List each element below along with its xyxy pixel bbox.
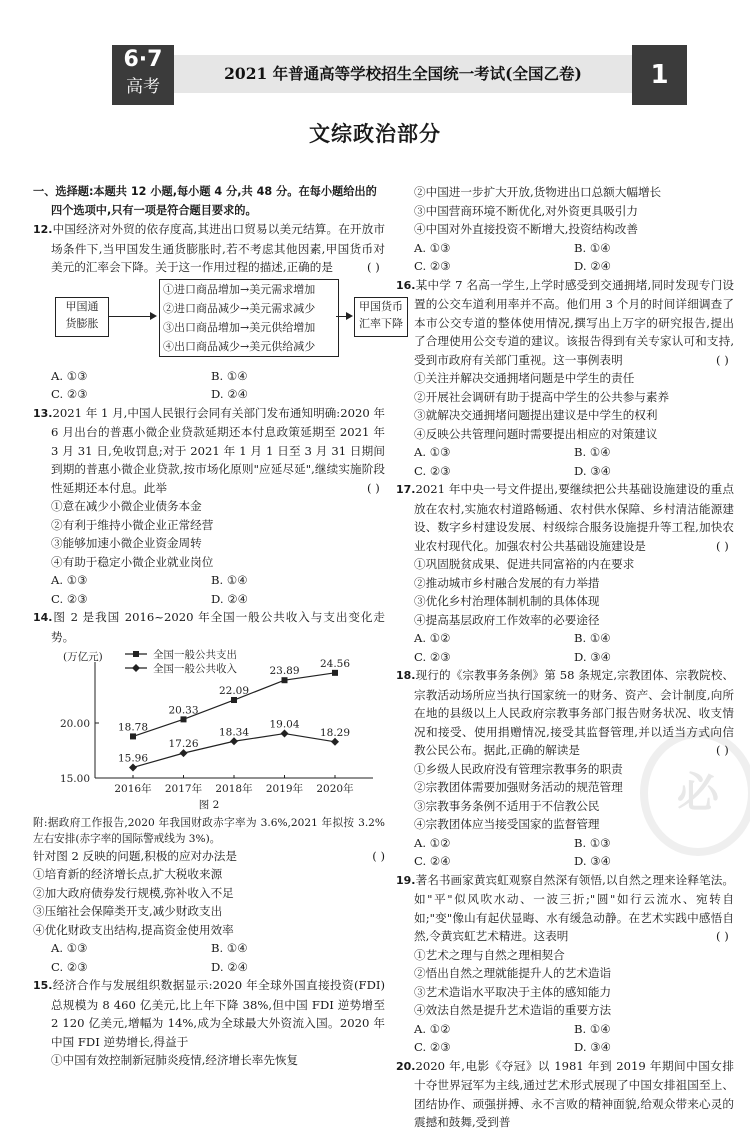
question-15-stem	[33, 976, 385, 1051]
q19-options-row	[396, 1020, 734, 1039]
option-a[interactable]: A. ①②	[414, 1021, 451, 1036]
flow-item: ①进口商品增加→美元需求增加	[163, 282, 316, 296]
option-c[interactable]: C. ②③	[51, 591, 88, 606]
question-14-text: 图 2 是我国 2016~2020 年全国一般公共收入与支出变化走势。	[51, 610, 385, 644]
option-c[interactable]: C. ②③	[414, 463, 451, 478]
question-18-stem: 18.现行的《宗教事务条例》第 58 条规定,宗教团体、宗教院校、宗教活动场所应当执行国家统一的财务、资产、会计制度,向所在地的县级以上人民政府宗教事务部门报告财务状况、收支情况和接受、使用捐赠情况,接受其监督管理,并以适当方式向信教公民公布。据此,正确的解读是 ( )	[396, 668, 734, 757]
question-14-number: 14.	[33, 611, 53, 624]
data-label: 23.89	[269, 665, 300, 678]
flow-left-line: 甲国通	[65, 299, 99, 313]
legend-entry: 全国一般公共收入	[153, 663, 237, 675]
question-16-number: 16.	[396, 278, 416, 292]
question-17-number: 17.	[396, 483, 416, 496]
flow-item: ③出口商品增加→美元供给增加	[163, 320, 316, 334]
option-a[interactable]: A. ①②	[414, 835, 451, 850]
flow-right-line: 汇率下降	[359, 316, 403, 330]
data-label: 15.96	[117, 752, 149, 765]
subject-title: 文综政治部分	[309, 122, 441, 146]
section-instructions: 一、选择题:本题共 12 小题,每小题 4 分,共 48 分。在每小题给出的四个选项中,只有一项是符合题目要求的。	[33, 185, 377, 217]
statement-item: ④宗教团体应当接受国家的监督管理	[414, 817, 600, 831]
expenditure-data-point	[332, 670, 338, 676]
question-19-text: 著名书画家黄宾虹观察自然深有领悟,以自然之理来诠释笔法。如"平"似风吹水动、一波三折;"圆"如行云流水、宛转自如;"变"像山有起伏显晦、水有缓急动静。在艺术实践中感悟自然,令黄宾虹艺术精进。这表明	[414, 872, 734, 943]
question-14-ask-text: 针对图 2 反映的问题,积极的应对办法是	[33, 848, 237, 863]
option-c[interactable]: C. ②③	[414, 649, 451, 664]
legend-square-marker	[133, 651, 139, 657]
revenue-data-point	[281, 730, 289, 738]
revenue-data-point	[331, 738, 339, 746]
question-18-text: 现行的《宗教事务条例》第 58 条规定,宗教团体、宗教院校、宗教活动场所应当执行国家统一的财务、资产、会计制度,向所在地的县级以上人民政府宗教事务部门报告财务状况、收支情况和接受、使用捐赠情况,接受其监督管理,并以适当方式向信教公民公布。据此,正确的解读是	[414, 668, 734, 757]
question-12-number: 12.	[33, 223, 53, 236]
arrowhead-icon	[150, 312, 157, 320]
figure-caption: 图 2	[198, 799, 220, 811]
statement-item: ②有利于维持小微企业正常经营	[51, 517, 214, 532]
q12-options-row	[33, 367, 385, 386]
figure-note: 附:据政府工作报告,2020 年我国财政赤字率为 3.6%,2021 年拟按 3.2%左右安排(赤字率的国际警戒线为 3%)。	[33, 816, 385, 845]
q16-options-row	[396, 443, 734, 462]
flow-item: ②进口商品减少→美元需求减少	[163, 301, 316, 315]
exam-title: 2021 年普通高等学校招生全国统一考试(全国乙卷)	[224, 64, 582, 83]
question-20-stem	[396, 1057, 734, 1132]
q17-options-row	[396, 648, 734, 667]
statement-item: ③宗教事务条例不适用于不信教公民	[414, 798, 600, 813]
right-column	[396, 183, 734, 1132]
x-tick-label: 2016年	[114, 783, 152, 795]
x-tick-label: 2020年	[316, 783, 354, 795]
question-13-text: 2021 年 1 月,中国人民银行会同有关部门发布通知明确:2020 年 6 月出台的普惠小微企业贷款延期还本付息政策延期至 2021 年 3 月 31 日,免收罚息;对于 2021 年 1 月 1 日至 3 月 31 日期间到期的普惠小微企业贷款,按市场化原则"应延尽延",继续实施阶段性延期还本付息。此举	[51, 405, 385, 495]
q15-options-row	[396, 239, 734, 258]
option-d[interactable]: D. ②④	[211, 591, 249, 606]
option-b[interactable]: B. ①④	[211, 368, 248, 383]
question-15-number: 15.	[33, 979, 53, 992]
statement-item: ②宗教团体需要加强财务活动的规范管理	[414, 780, 623, 794]
statement-item: ①艺术之理与自然之理相契合	[414, 947, 565, 962]
option-a[interactable]: A. ①③	[51, 368, 88, 383]
flow-middle-box	[159, 279, 339, 357]
question-13-stem: 13.2021 年 1 月,中国人民银行会同有关部门发布通知明确:2020 年 6 月出台的普惠小微企业贷款延期还本付息政策延期至 2021 年 3 月 31 日,免收罚息;对于 2021 年 1 月 1 日至 3 月 31 日期间到期的普惠小微企业贷款,按市场化原则"应延尽延",继续实施阶段性延期还本付息。此举 ( )	[33, 405, 385, 495]
option-d[interactable]: D. ③④	[574, 463, 612, 478]
option-b[interactable]: B. ①④	[211, 573, 248, 587]
question-15-text: 经济合作与发展组织数据显示:2020 年全球外国直接投资(FDI)总规模为 8 460 亿美元,比上年下降 38%,但中国 FDI 逆势增至 2 120 亿美元,增幅为 14%,成为全球最大外资流入国。2020 年中国 FDI 逆势增长,得益于	[51, 978, 385, 1049]
q14-options-row	[33, 939, 385, 958]
q17-options-row	[396, 629, 734, 648]
statement-item: ②开展社会调研有助于提高中学生的公共参与素养	[414, 389, 670, 404]
legend-diamond-marker	[132, 664, 140, 672]
option-d[interactable]: D. ②④	[211, 387, 249, 401]
statement-item: ④有助于稳定小微企业就业岗位	[51, 554, 214, 569]
option-a[interactable]: A. ①③	[51, 573, 88, 587]
statement-item: ③艺术造诣水平取决于主体的感知能力	[414, 984, 612, 999]
statement-item: ③能够加速小微企业资金周转	[51, 536, 202, 550]
option-d[interactable]: D. ③④	[574, 854, 612, 868]
expenditure-data-point	[231, 697, 237, 703]
flow-left-line: 货膨胀	[65, 316, 99, 330]
option-c[interactable]: C. ②④	[414, 854, 451, 868]
statement-item: ②加大政府债券发行规模,弥补收入不足	[33, 885, 234, 900]
data-label: 22.09	[218, 685, 250, 698]
question-14-stem	[33, 608, 385, 646]
q16-options-row	[396, 462, 734, 481]
legend-entry: 全国一般公共支出	[153, 649, 237, 661]
statement-item: ③压缩社会保障类开支,减少财政支出	[33, 904, 223, 918]
page-header	[112, 45, 687, 105]
option-a[interactable]: A. ①③	[414, 445, 451, 459]
question-16-stem: 16.某中学 7 名高一学生,上学时感受到交通拥堵,同时发现专门设置的公交车道利用率并不高。他们用 3 个月的时间详细调查了本市公交专道的整体使用情况,撰写出上万字的研究报告,提出了合理使用公交专道的建议。该报告得到有关专家认可和支持,受到市政府有关部门重视。这一事例表明 ( )	[396, 277, 734, 367]
brand-logo	[112, 45, 174, 105]
statement-item: ②推动城市乡村融合发展的有力举措	[414, 575, 600, 590]
statement-item: ④提高基层政府工作效率的必要途径	[414, 612, 600, 627]
data-label: 18.78	[117, 721, 149, 734]
question-19-stem: 19.著名书画家黄宾虹观察自然深有领悟,以自然之理来诠释笔法。如"平"似风吹水动、一波三折;"圆"如行云流水、宛转自如;"变"像山有起伏显晦、水有缓急动静。在艺术实践中感悟自然,令黄宾虹艺术精进。这表明 ( )	[396, 872, 734, 943]
flow-item: ④出口商品减少→美元供给减少	[163, 339, 316, 353]
arrowhead-icon	[346, 312, 353, 320]
option-c[interactable]: C. ②③	[51, 387, 88, 401]
q19-options-row	[396, 1038, 734, 1057]
question-12-text: 中国经济对外贸的依存度高,其进出口贸易以美元结算。在开放市场条件下,当甲国发生通货膨胀时,若不考虑其他因素,甲国货币对美元的汇率会下降。关于这一作用过程的描述,正确的是	[51, 222, 385, 274]
x-tick-label: 2019年	[265, 783, 304, 795]
expenditure-data-point	[282, 677, 288, 683]
question-20-text: 2020 年,电影《夺冠》以 1981 年到 2019 年期间中国女排十夺世界冠军为主线,通过艺术形式展现了中国女排祖国至上、团结协作、顽强拼搏、永不言败的精神面貌,给观众带来心灵的震撼和鼓舞,受到普	[414, 1058, 734, 1129]
option-d[interactable]: D. ②④	[574, 259, 612, 273]
statement-item: ②中国进一步扩大开放,货物进出口总额大幅增长	[414, 185, 662, 199]
statement-item: ①培育新的经济增长点,扩大税收来源	[33, 867, 223, 881]
x-tick-label: 2018年	[215, 783, 253, 795]
option-a[interactable]: A. ①②	[414, 631, 451, 645]
data-label: 18.29	[319, 726, 351, 739]
option-a[interactable]: A. ①③	[414, 240, 451, 255]
data-label: 24.56	[319, 657, 351, 670]
statement-item: ①意在减少小微企业债务本金	[51, 499, 202, 513]
q13-options-row	[33, 590, 385, 609]
q14-options-row	[33, 958, 385, 977]
question-17-stem: 17.2021 年中央一号文件提出,要继续把公共基础设施建设的重点放在农村,实施农村道路畅通、农村供水保障、乡村清洁能源建设、数字乡村建设发展、村级综合服务设施提升等工程,加快农业农村现代化。加强农村公共基础设施建设是 ( )	[396, 482, 734, 553]
revenue-data-point	[230, 737, 238, 745]
option-b[interactable]: B. ①④	[211, 941, 248, 955]
option-d[interactable]: D. ②④	[211, 959, 249, 974]
revenue-data-point	[129, 763, 137, 771]
flow-arrow	[108, 316, 152, 317]
y-tick-label: 20.00	[59, 718, 90, 730]
statement-item: ④优化财政支出结构,提高资金使用效率	[33, 922, 234, 937]
option-d[interactable]: D. ③④	[574, 649, 612, 664]
q12-options-row	[33, 385, 385, 404]
statement-item: ③优化乡村治理体制机制的具体体现	[414, 594, 600, 608]
answer-bracket: ( )	[372, 848, 385, 863]
flow-left-box	[55, 297, 109, 337]
question-19-number: 19.	[396, 873, 416, 887]
option-c[interactable]: C. ②③	[414, 1040, 451, 1054]
data-label: 18.34	[218, 726, 250, 739]
statement-item: ④反映公共管理问题时需要提出相应的对策建议	[414, 426, 658, 441]
watermark-seal: 必	[640, 730, 750, 856]
question-12-stem: 12.中国经济对外贸的依存度高,其进出口贸易以美元结算。在开放市场条件下,当甲国发生通货膨胀时,若不考虑其他因素,甲国货币对美元的汇率会下降。关于这一作用过程的描述,正确的是 ( )	[33, 222, 385, 274]
statement-item: ③就解决交通拥堵问题提出建议是中学生的权利	[414, 408, 658, 422]
option-c[interactable]: C. ②③	[51, 959, 88, 974]
q12-flow-diagram	[51, 279, 403, 365]
question-14-ask	[33, 847, 385, 866]
option-d[interactable]: D. ③④	[574, 1040, 612, 1054]
q18-options-row	[396, 834, 734, 853]
statement-item: ④效法自然是提升艺术造诣的重要方法	[414, 1003, 612, 1017]
question-13-number: 13.	[33, 406, 53, 420]
data-label: 20.33	[168, 704, 199, 717]
y-tick-label: 15.00	[59, 773, 90, 785]
data-label: 17.26	[168, 738, 199, 751]
q18-options-row	[396, 852, 734, 871]
q15-options-row	[396, 257, 734, 276]
question-16-text: 某中学 7 名高一学生,上学时感受到交通拥堵,同时发现专门设置的公交车道利用率并不高。他们用 3 个月的时间详细调查了本市公交专道的整体使用情况,撰写出上万字的研究报告,提出了合理使用公交专道的建议。该报告得到有关专家认可和支持,受到市政府有关部门重视。这一事例表明	[414, 277, 734, 367]
page-number: 1	[632, 45, 687, 105]
revenue-data-point	[180, 749, 188, 757]
exam-title-band	[174, 55, 632, 93]
question-17-text: 2021 年中央一号文件提出,要继续把公共基础设施建设的重点放在农村,实施农村道路畅通、农村供水保障、乡村清洁能源建设、数字乡村建设发展、村级综合服务设施提升等工程,加快农业农村现代化。加强农村公共基础设施建设是	[414, 482, 734, 553]
statement-item: ④中国对外直接投资不断增大,投资结构改善	[414, 222, 638, 236]
question-18-number: 18.	[396, 669, 416, 682]
left-column	[33, 183, 403, 1070]
option-b[interactable]: B. ①④	[574, 1021, 611, 1036]
question-20-number: 20.	[396, 1059, 416, 1073]
statement-item: ②悟出自然之理就能提升人的艺术造诣	[414, 966, 612, 980]
data-label: 19.04	[269, 718, 300, 731]
expenditure-data-point	[130, 733, 136, 739]
logo-number: 6·7	[123, 47, 163, 72]
option-b[interactable]: B. ①④	[574, 240, 611, 255]
option-b[interactable]: B. ①③	[574, 835, 611, 850]
statement-item: ①巩固脱贫成果、促进共同富裕的内在要求	[414, 557, 635, 571]
statement-item: ①乡级人民政府没有管理宗教事务的职责	[414, 761, 623, 776]
option-c[interactable]: C. ②③	[414, 259, 451, 273]
statement-item: ①中国有效控制新冠肺炎疫情,经济增长率先恢复	[51, 1053, 299, 1067]
expenditure-data-point	[181, 716, 187, 722]
q13-options-row	[33, 571, 385, 590]
logo-word: 高考	[126, 77, 160, 97]
option-b[interactable]: B. ①④	[574, 445, 611, 459]
option-a[interactable]: A. ①③	[51, 941, 88, 955]
option-b[interactable]: B. ①④	[574, 631, 611, 645]
x-tick-label: 2017年	[164, 783, 203, 795]
flow-right-line: 甲国货币	[359, 299, 403, 313]
revenue-expenditure-line-chart	[33, 646, 385, 796]
y-axis-label: (万亿元)	[63, 651, 103, 663]
statement-item: ①关注并解决交通拥堵问题是中学生的责任	[414, 371, 635, 385]
statement-item: ③中国营商环境不断优化,对外资更具吸引力	[414, 203, 638, 218]
